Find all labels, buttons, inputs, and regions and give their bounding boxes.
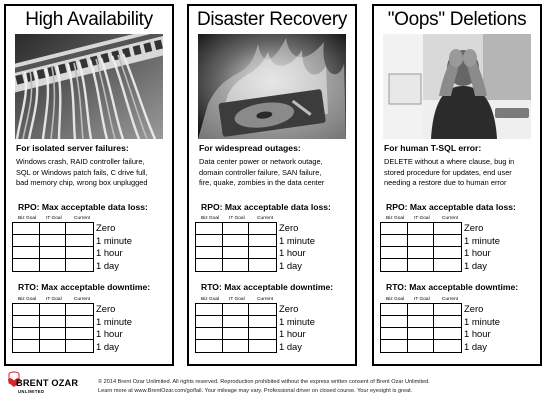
column-high-availability (4, 4, 174, 366)
stressed-man-at-computer-photo (383, 34, 531, 139)
checkbox-cell[interactable] (434, 340, 461, 352)
checkbox-cell[interactable] (249, 304, 276, 316)
checkbox-cell[interactable] (434, 235, 461, 247)
option-1-minute: 1 minute (96, 315, 132, 327)
failure-examples: Data center power or network outage, domain controller failure, SAN failure, fire, quake, zombies in the data center (199, 157, 325, 188)
rto-options (96, 303, 166, 353)
rto-title: RTO: Max acceptable downtime: (201, 282, 334, 292)
checkbox-cell[interactable] (13, 340, 40, 352)
checkbox-cell[interactable] (408, 340, 435, 352)
checkbox-cell[interactable] (408, 223, 435, 235)
checkbox-cell[interactable] (66, 316, 93, 328)
rpo-checkbox-grid[interactable] (195, 222, 277, 272)
checkbox-cell[interactable] (408, 235, 435, 247)
checkbox-cell[interactable] (196, 259, 223, 271)
rpo-options (464, 222, 534, 272)
it-goal-header: IT Goal (414, 216, 430, 221)
option-zero: Zero (464, 303, 484, 314)
failure-examples: DELETE without a where clause, bug in stored procedure for updates, end user needing a restore due to human error (384, 157, 515, 188)
failure-examples: Windows crash, RAID controller failure, SQL or Windows patch fails, C drive full, bad memory chip, wrong box unplugged (16, 157, 148, 188)
option-zero: Zero (279, 222, 299, 233)
checkbox-cell[interactable] (381, 247, 408, 259)
checkbox-cell[interactable] (40, 235, 67, 247)
checkbox-cell[interactable] (66, 235, 93, 247)
option-1-minute: 1 minute (96, 234, 132, 246)
checkbox-cell[interactable] (196, 340, 223, 352)
checkbox-cell[interactable] (40, 247, 67, 259)
rpo-options (96, 222, 166, 272)
checkbox-cell[interactable] (40, 340, 67, 352)
checkbox-cell[interactable] (13, 316, 40, 328)
option-1-minute: 1 minute (464, 315, 500, 327)
checkbox-cell[interactable] (434, 304, 461, 316)
checkbox-cell[interactable] (249, 235, 276, 247)
current-header: Current (442, 216, 458, 221)
option-1-hour: 1 hour (464, 328, 491, 339)
checkbox-cell[interactable] (249, 340, 276, 352)
checkbox-cell[interactable] (223, 328, 250, 340)
current-header: Current (442, 297, 458, 302)
checkbox-cell[interactable] (249, 328, 276, 340)
logo-subtitle: UNLIMITED (18, 389, 45, 394)
checkbox-cell[interactable] (249, 259, 276, 271)
checkbox-cell[interactable] (196, 316, 223, 328)
option-zero: Zero (96, 303, 116, 314)
biz-goal-header: Biz Goal (201, 297, 220, 302)
checkbox-cell[interactable] (381, 223, 408, 235)
option-1-hour: 1 hour (464, 247, 491, 258)
checkbox-cell[interactable] (223, 235, 250, 247)
option-1-day: 1 day (464, 340, 487, 352)
checkbox-cell[interactable] (434, 328, 461, 340)
option-zero: Zero (464, 222, 484, 233)
footer (0, 369, 552, 400)
checkbox-cell[interactable] (13, 235, 40, 247)
checkbox-cell[interactable] (223, 340, 250, 352)
rto-column-headers (201, 297, 285, 302)
rto-column-headers (18, 297, 102, 302)
option-zero: Zero (96, 222, 116, 233)
checkbox-cell[interactable] (408, 247, 435, 259)
checkbox-cell[interactable] (13, 247, 40, 259)
it-goal-header: IT Goal (46, 216, 62, 221)
rto-title: RTO: Max acceptable downtime: (386, 282, 519, 292)
rpo-checkbox-grid[interactable] (12, 222, 94, 272)
checkbox-cell[interactable] (434, 223, 461, 235)
checkbox-cell[interactable] (13, 223, 40, 235)
rto-options (464, 303, 534, 353)
checkbox-cell[interactable] (40, 223, 67, 235)
checkbox-cell[interactable] (223, 223, 250, 235)
rto-checkbox-grid[interactable] (380, 303, 462, 353)
checkbox-cell[interactable] (381, 328, 408, 340)
rpo-column-headers (386, 216, 470, 221)
failure-scope-title: For human T-SQL error: (384, 143, 482, 153)
checkbox-cell[interactable] (196, 235, 223, 247)
checkbox-cell[interactable] (381, 340, 408, 352)
network-cables-photo (15, 34, 163, 139)
column-disaster-recovery (187, 4, 357, 366)
rpo-title: RPO: Max acceptable data loss: (386, 202, 516, 212)
checkbox-cell[interactable] (66, 340, 93, 352)
current-header: Current (257, 216, 273, 221)
checkbox-cell[interactable] (40, 304, 67, 316)
brent-ozar-logo (4, 369, 84, 400)
logo-name: BRENT OZAR (16, 378, 79, 388)
option-1-minute: 1 minute (279, 315, 315, 327)
checkbox-cell[interactable] (408, 259, 435, 271)
checkbox-cell[interactable] (249, 247, 276, 259)
failure-scope-title: For isolated server failures: (16, 143, 129, 153)
checkbox-cell[interactable] (381, 259, 408, 271)
rto-title: RTO: Max acceptable downtime: (18, 282, 151, 292)
rpo-column-headers (201, 216, 285, 221)
checkbox-cell[interactable] (40, 328, 67, 340)
checkbox-cell[interactable] (66, 223, 93, 235)
checkbox-cell[interactable] (408, 304, 435, 316)
checkbox-cell[interactable] (196, 304, 223, 316)
column-title: Disaster Recovery (196, 9, 348, 30)
rpo-checkbox-grid[interactable] (380, 222, 462, 272)
checkbox-cell[interactable] (223, 259, 250, 271)
checkbox-cell[interactable] (434, 316, 461, 328)
checkbox-cell[interactable] (249, 316, 276, 328)
checkbox-cell[interactable] (196, 328, 223, 340)
rto-checkbox-grid[interactable] (12, 303, 94, 353)
checkbox-cell[interactable] (196, 247, 223, 259)
checkbox-cell[interactable] (223, 247, 250, 259)
checkbox-cell[interactable] (66, 259, 93, 271)
checkbox-cell[interactable] (66, 304, 93, 316)
rpo-title: RPO: Max acceptable data loss: (18, 202, 148, 212)
column-oops-deletions (372, 4, 542, 366)
option-zero: Zero (279, 303, 299, 314)
it-goal-header: IT Goal (414, 297, 430, 302)
it-goal-header: IT Goal (229, 297, 245, 302)
option-1-minute: 1 minute (464, 234, 500, 246)
rpo-options (279, 222, 349, 272)
checkbox-cell[interactable] (40, 316, 67, 328)
checkbox-cell[interactable] (408, 328, 435, 340)
checkbox-cell[interactable] (196, 223, 223, 235)
checkbox-cell[interactable] (434, 247, 461, 259)
checkbox-cell[interactable] (13, 259, 40, 271)
checkbox-cell[interactable] (381, 304, 408, 316)
rto-options (279, 303, 349, 353)
current-header: Current (257, 297, 273, 302)
it-goal-header: IT Goal (229, 216, 245, 221)
copyright-line: © 2014 Brent Ozar Unlimited. All rights reserved. Reproduction prohibited without the express written consent of Brent Ozar Unlimited. (98, 379, 430, 385)
option-1-hour: 1 hour (96, 247, 123, 258)
checkbox-cell[interactable] (223, 316, 250, 328)
checkbox-cell[interactable] (381, 235, 408, 247)
column-title: "Oops" Deletions (387, 9, 527, 30)
biz-goal-header: Biz Goal (386, 216, 405, 221)
footer-copyright (98, 378, 548, 395)
checkbox-cell[interactable] (434, 259, 461, 271)
checkbox-cell[interactable] (13, 304, 40, 316)
checkbox-cell[interactable] (249, 223, 276, 235)
current-header: Current (74, 216, 90, 221)
option-1-day: 1 day (279, 340, 302, 352)
biz-goal-header: Biz Goal (201, 216, 220, 221)
current-header: Current (74, 297, 90, 302)
option-1-hour: 1 hour (279, 247, 306, 258)
rto-column-headers (386, 297, 470, 302)
checkbox-cell[interactable] (223, 304, 250, 316)
checkbox-cell[interactable] (408, 316, 435, 328)
checkbox-cell[interactable] (66, 247, 93, 259)
option-1-day: 1 day (96, 340, 119, 352)
checkbox-cell[interactable] (13, 328, 40, 340)
option-1-minute: 1 minute (279, 234, 315, 246)
failure-scope-title: For widespread outages: (199, 143, 301, 153)
rpo-title: RPO: Max acceptable data loss: (201, 202, 331, 212)
option-1-day: 1 day (96, 259, 119, 271)
it-goal-header: IT Goal (46, 297, 62, 302)
rto-checkbox-grid[interactable] (195, 303, 277, 353)
checkbox-cell[interactable] (381, 316, 408, 328)
option-1-day: 1 day (464, 259, 487, 271)
column-title: High Availability (25, 9, 153, 30)
option-1-day: 1 day (279, 259, 302, 271)
learn-more-line: Learn more at www.BrentOzar.com/go/fail. Your mileage may vary. Professional driver on closed course. Your eyesight is great. (98, 387, 413, 394)
option-1-hour: 1 hour (96, 328, 123, 339)
checkbox-cell[interactable] (66, 328, 93, 340)
option-1-hour: 1 hour (279, 328, 306, 339)
biz-goal-header: Biz Goal (386, 297, 405, 302)
checkbox-cell[interactable] (40, 259, 67, 271)
biz-goal-header: Biz Goal (18, 216, 37, 221)
biz-goal-header: Biz Goal (18, 297, 37, 302)
burning-hard-drive-photo (198, 34, 346, 139)
rpo-column-headers (18, 216, 102, 221)
